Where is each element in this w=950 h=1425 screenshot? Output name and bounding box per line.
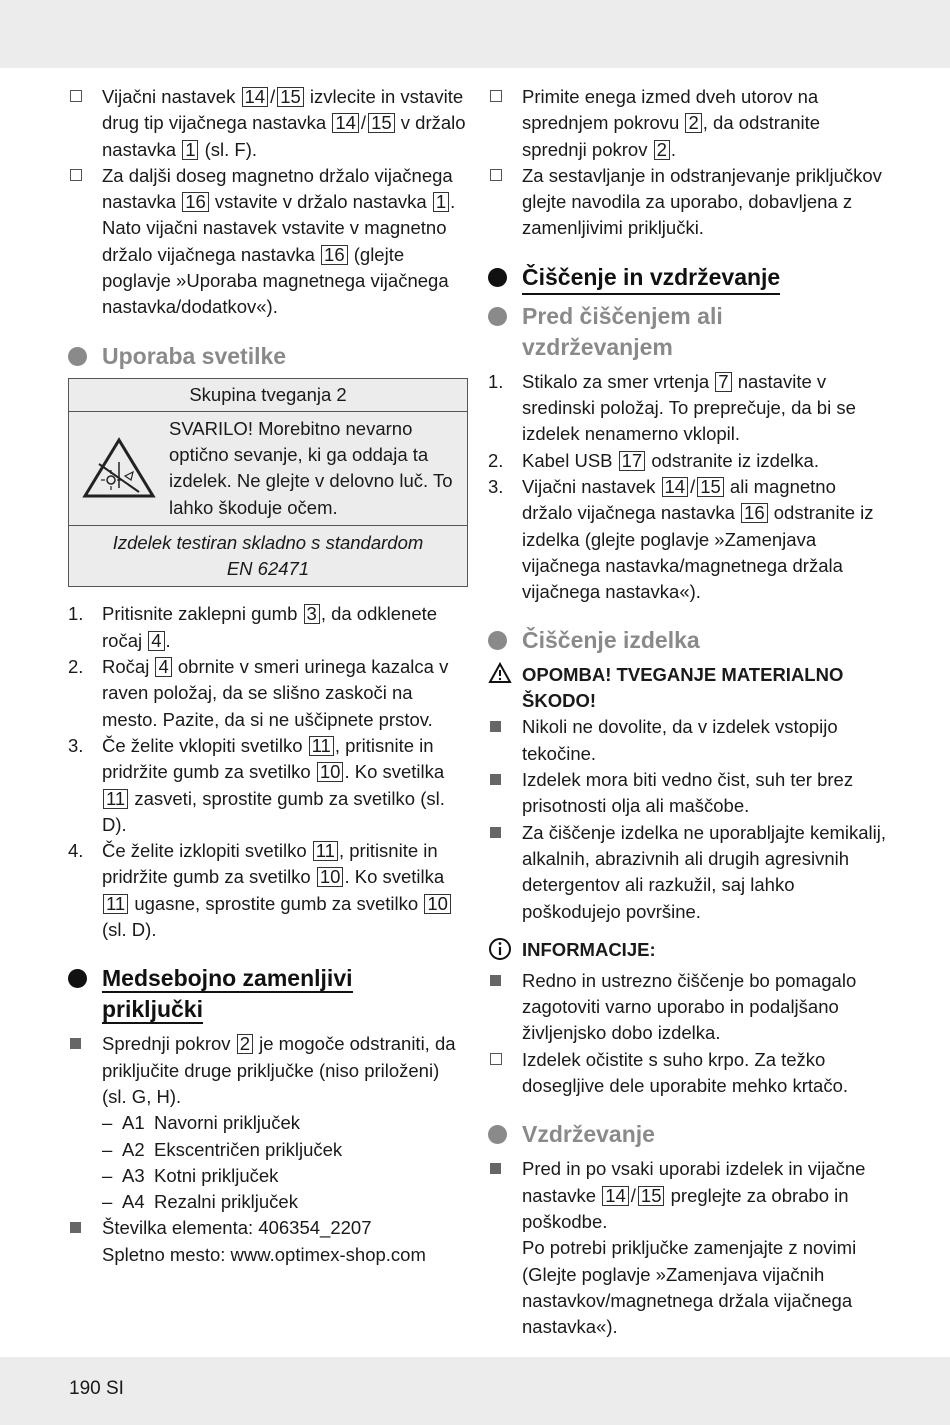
checkbox-icon <box>68 163 102 321</box>
laser-warning-icon <box>69 416 169 521</box>
bullet-dot-icon <box>488 307 507 326</box>
separator: / <box>270 86 276 107</box>
step-item: 1. Stikalo za smer vrtenja 7 nastavite v sredinski položaj. To preprečuje, da bi se izdelek nenamerno vklopil. <box>488 370 856 445</box>
text-run: (sl. F). <box>199 138 258 160</box>
ref-number: 3 <box>304 604 320 624</box>
maintenance-note: Po potrebi priključke zamenjajte z novimi (Glejte poglavje »Zamenjava vijačnih nastavkov/magnetnega držala vijačnega nastavka«). <box>522 1237 857 1338</box>
section-heading-attachments: Medsebojno zamenljivi priključki <box>68 963 468 1025</box>
ref-number: 11 <box>313 841 338 861</box>
ref-number: 2 <box>237 1034 253 1054</box>
text-run: Pritisnite zaklepni gumb <box>102 603 303 625</box>
checkbox-icon <box>68 84 102 163</box>
square-bullet-icon <box>68 1215 102 1241</box>
text-run: je mogoče odstraniti, da priključite druge priključke (niso priloženi) (sl. G, H). <box>102 1033 456 1107</box>
ref-number: 1 <box>182 140 198 160</box>
text-run: v držalo nastavka <box>102 112 466 160</box>
list-item: Za čiščenje izdelka ne uporabljajte kemikalij, alkalnih, abrazivnih ali drugih agresivnih detergentov ali razkužil, saj lahko poškodujejo površine. <box>488 820 888 925</box>
text-run: . <box>165 629 171 651</box>
ref-number: 10 <box>317 762 344 782</box>
attachment-item: – A1 Navorni priključek <box>102 1112 300 1134</box>
right-column <box>488 84 888 1340</box>
text-run: nastavite v sredinski položaj. To preprečuje, da bi se izdelek nenamerno vklopil. <box>522 370 856 445</box>
ref-number: 15 <box>638 1186 665 1206</box>
ref-number: 15 <box>697 477 724 497</box>
attachment-item: – A2 Ekscentričen priključek <box>102 1138 343 1160</box>
step-item: 2. Kabel USB 17 odstranite iz izdelka. <box>488 449 819 471</box>
page-number: 190 SI <box>69 1378 124 1399</box>
step-item: 3. Vijačni nastavek 14 / 15 ali magnetno držalo vijačnega nastavka 16 odstranite iz izdelka (glejte poglavje »Zamenjava vijačnega nastavka/magnetnega držala vijačnega nastavka«). <box>488 475 874 603</box>
text-run: (sl. D). <box>102 919 157 941</box>
bullet-dot-icon <box>68 969 87 988</box>
list-item <box>68 163 468 321</box>
text-run: , da odstranite sprednji pokrov <box>522 112 821 160</box>
square-bullet-icon <box>68 1031 102 1110</box>
text-run: obrnite v smeri urinega kazalca v raven položaj, da se slišno zaskoči na mesto. Pazite, da si ne uščipnete prstov. <box>102 656 449 730</box>
list-item: Izdelek mora biti vedno čist, suh ter brez prisotnosti olja ali maščobe. <box>488 767 888 820</box>
step-item: 4. Če želite izklopiti svetilko 11 , pritisnite in pridržite gumb za svetilko 10 . Ko svetilka 11 ugasne, sprostite gumb za svetilko 10 (sl. D). <box>68 838 468 943</box>
step-item: 3. Če želite vklopiti svetilko 11 , pritisnite in pridržite gumb za svetilko 10 . Ko svetilka 11 zasveti, sprostite gumb za svetilko (sl. D). <box>68 734 445 835</box>
bullet-dot-icon <box>488 268 507 287</box>
separator: / <box>630 1184 636 1206</box>
ref-number: 11 <box>309 736 334 756</box>
separator: / <box>360 112 367 134</box>
list-item: Izdelek očistite s suho krpo. Za težko dosegljive dele uporabite mehko krtačo. <box>488 1047 888 1100</box>
ref-number: 4 <box>148 631 164 651</box>
website-line: Spletno mesto: www.optimex-shop.com <box>102 1243 426 1265</box>
ref-number: 16 <box>321 245 348 265</box>
ref-number: 14 <box>332 113 359 133</box>
text-run: Stikalo za smer vrtenja <box>522 370 715 392</box>
text-run: ugasne, sprostite gumb za svetilko <box>129 892 424 914</box>
ref-number: 11 <box>103 789 128 809</box>
section-heading-product: Čiščenje izdelka <box>488 625 888 656</box>
square-bullet-icon <box>488 767 522 820</box>
square-bullet-icon <box>488 968 522 1047</box>
ref-number: 10 <box>317 867 344 887</box>
list-item: Nikoli ne dovolite, da v izdelek vstopijo tekočine. <box>488 714 888 767</box>
text-run: vstavite v držalo nastavka <box>209 191 432 213</box>
step-item: 2. Ročaj 4 obrnite v smeri urinega kazalca v raven položaj, da se slišno zaskoči na mesto. Pazite, da si ne uščipnete prstov. <box>68 656 449 730</box>
text-run: odstranite iz izdelka (glejte poglavje »Zamenjava vijačnega nastavka/magnetnega držala vijačnega nastavka«). <box>522 502 874 603</box>
list-item <box>488 163 888 242</box>
ref-number: 16 <box>741 503 768 523</box>
warning-text: SVARILO! Morebitno nevarno optično sevanje, ki ga oddaja ta izdelek. Ne glejte v delovno luč. To lahko škoduje očem. <box>169 417 453 518</box>
text-run: zasveti, sprostite gumb za svetilko (sl. D). <box>102 787 445 835</box>
ref-number: 11 <box>103 894 128 914</box>
square-bullet-icon <box>488 820 522 925</box>
step-item: 1. Pritisnite zaklepni gumb 3 , da odklenete ročaj 4 . <box>68 603 438 651</box>
text-run: izvlecite in vstavite drug tip vijačnega nastavka <box>102 86 464 134</box>
standard-note: Izdelek testiran skladno s standardom EN 62471 <box>69 526 467 587</box>
text-run: Vijačni nastavek <box>102 86 241 107</box>
attachment-item: – A3 Kotni priključek <box>102 1164 279 1186</box>
header-band <box>0 0 950 68</box>
text-run: Primite enega izmed dveh utorov na sprednjem pokrovu <box>522 86 819 134</box>
text-run: . <box>670 138 677 160</box>
note-heading: OPOMBA! TVEGANJE MATERIALNO ŠKODO! <box>488 662 888 714</box>
text-run: , da odklenete ročaj <box>102 603 438 651</box>
section-heading-before: Pred čiščenjem ali vzdrževanjem <box>488 301 888 363</box>
ref-number: 15 <box>277 87 304 107</box>
ref-number: 16 <box>182 192 209 212</box>
checkbox-icon <box>488 1047 522 1100</box>
separator: / <box>690 475 696 497</box>
info-icon <box>488 937 522 968</box>
text-run: . Ko svetilka <box>344 866 445 888</box>
text-run: Za sestavljanje in odstranjevanje priključkov glejte navodila za uporabo, dobavljena z zamenljivimi priključki. <box>522 164 882 239</box>
ref-number: 4 <box>155 657 171 677</box>
square-bullet-icon <box>488 1156 522 1235</box>
ref-number: 15 <box>368 113 395 133</box>
ref-number: 2 <box>685 113 701 133</box>
ref-number: 14 <box>242 87 269 107</box>
bullet-dot-icon <box>68 347 87 366</box>
info-heading: INFORMACIJE: <box>488 937 888 968</box>
list-item <box>488 84 888 163</box>
list-item <box>68 84 468 163</box>
left-column <box>68 84 468 1268</box>
text-run: . Nato vijačni nastavek vstavite v magnetno držalo vijačnega nastavka <box>102 191 456 265</box>
warning-box <box>68 378 468 588</box>
ref-number: 7 <box>715 372 731 392</box>
list-item: Redno in ustrezno čiščenje bo pomagalo zagotoviti varno uporabo in podaljšano življenjsko dobo izdelka. <box>488 968 888 1047</box>
section-heading-light: Uporaba svetilke <box>68 341 468 372</box>
ref-number: 17 <box>619 451 646 471</box>
ref-number: 14 <box>662 477 689 497</box>
attachment-item: – A4 Rezalni priključek <box>102 1191 298 1213</box>
checkbox-icon <box>488 163 522 242</box>
checkbox-icon <box>488 84 522 163</box>
square-bullet-icon <box>488 714 522 767</box>
list-item <box>68 1031 468 1110</box>
warning-triangle-icon <box>488 662 522 714</box>
text-run: Pred in po vsaki uporabi izdelek in vijačne nastavke <box>522 1158 866 1206</box>
bullet-dot-icon <box>488 631 507 650</box>
text-run: Za daljši doseg magnetno držalo vijačnega nastavka <box>102 164 453 213</box>
text-run: preglejte za obrabo in poškodbe. <box>522 1184 849 1232</box>
warning-box-title: Skupina tveganja 2 <box>69 379 467 412</box>
text-run: Sprednji pokrov <box>102 1033 236 1055</box>
text-run: , pritisnite in pridržite gumb za svetilko <box>102 734 434 783</box>
text-run: Če želite vklopiti svetilko <box>102 734 308 756</box>
footer-band <box>0 1357 950 1425</box>
section-heading-cleaning: Čiščenje in vzdrževanje <box>488 262 888 295</box>
bullet-dot-icon <box>488 1125 507 1144</box>
ref-number: 10 <box>424 894 451 914</box>
ref-number: 2 <box>654 140 670 160</box>
text-run: (glejte poglavje »Uporaba magnetnega vijačnega nastavka/dodatkov«). <box>102 243 449 318</box>
text-run: Če želite izklopiti svetilko <box>102 840 312 862</box>
ref-number: 14 <box>602 1186 629 1206</box>
text-run: , pritisnite in pridržite gumb za svetilko <box>102 840 438 888</box>
section-heading-maintenance: Vzdrževanje <box>488 1119 888 1150</box>
ref-number: 1 <box>433 192 449 212</box>
text-run: Ročaj <box>102 656 155 678</box>
text-run: odstranite iz izdelka. <box>646 449 819 471</box>
text-run: . Ko svetilka <box>344 761 445 783</box>
text-run: ali magnetno držalo vijačnega nastavka <box>522 475 836 524</box>
text-run: Kabel USB <box>522 449 618 471</box>
list-item: Številka elementa: 406354_2207 <box>68 1215 468 1241</box>
list-item <box>488 1156 888 1235</box>
text-run: Vijačni nastavek <box>522 475 661 497</box>
